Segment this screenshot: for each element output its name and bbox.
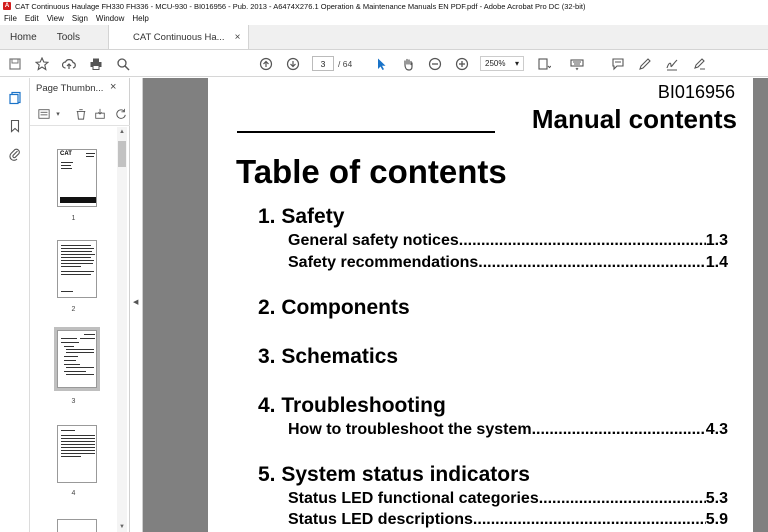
pen-icon[interactable]	[636, 55, 654, 72]
thumbnail-page-number: 2	[71, 306, 76, 313]
page-fit-icon[interactable]	[535, 55, 553, 72]
thumbnail-page-4[interactable]	[57, 425, 97, 483]
page-thumbnails-icon[interactable]	[7, 90, 23, 106]
keyboard-icon[interactable]	[568, 55, 586, 72]
toc-entry[interactable]	[288, 511, 728, 529]
scroll-up-icon[interactable]: ▲	[119, 129, 125, 135]
hand-tool-icon[interactable]	[399, 55, 417, 72]
toc-section[interactable]: 2. Components	[258, 296, 410, 319]
toc-entry-text: Safety recommendations	[288, 254, 479, 271]
page-number-input[interactable]: 3	[312, 56, 334, 71]
search-icon[interactable]	[114, 55, 132, 72]
thumbnail-page-number: 4	[71, 490, 76, 497]
toc-entry[interactable]	[288, 490, 728, 508]
scroll-down-icon[interactable]: ▼	[119, 524, 125, 530]
menu-view[interactable]: View	[46, 14, 64, 23]
toc-leader	[459, 232, 706, 250]
title-bar	[0, 0, 768, 12]
heading-rule	[237, 131, 495, 133]
window-title: CAT Continuous Haulage FH330 FH336 - MCU-930 - BI016956 - Pub. 2013 - A6474X276.1 Operation & Maintenance Manuals EN PDF.pdf - Adobe Acrobat Pro DC (32-bit)	[15, 1, 586, 11]
thumbnail-scrollbar[interactable]	[117, 127, 127, 532]
thumbnail-page-1[interactable]	[57, 149, 97, 207]
toc-section[interactable]: 3. Schematics	[258, 345, 399, 368]
zoom-value: 250%	[485, 59, 506, 68]
page-total: / 64	[338, 59, 353, 69]
menu-bar	[0, 12, 768, 25]
panel-toolbar	[30, 104, 130, 126]
toc-leader	[473, 511, 706, 529]
toc-entry-text: How to troubleshoot the system	[288, 421, 532, 438]
collapse-panel-icon[interactable]: ◀	[133, 299, 139, 306]
document-page	[208, 78, 753, 532]
close-panel-icon[interactable]: ×	[110, 81, 117, 93]
menu-window[interactable]: Window	[95, 14, 125, 23]
tab-home[interactable]: Home	[10, 31, 37, 43]
toc-entry[interactable]	[288, 232, 728, 250]
next-page-icon[interactable]	[284, 55, 302, 72]
thumbnail-page-2[interactable]	[57, 240, 97, 298]
bookmarks-icon[interactable]	[7, 118, 23, 134]
rotate-page-icon[interactable]	[114, 107, 128, 121]
chevron-down-icon: ▾	[514, 59, 519, 68]
toc-entry-text: General safety notices	[288, 232, 459, 249]
chevron-down-icon[interactable]: ▾	[56, 111, 60, 118]
document-viewer[interactable]	[143, 78, 768, 532]
close-tab-icon[interactable]: ×	[234, 31, 241, 43]
panel-splitter[interactable]	[130, 78, 143, 532]
zoom-out-icon[interactable]	[426, 55, 444, 72]
zoom-in-icon[interactable]	[453, 55, 471, 72]
thumbnail-page-number: 1	[71, 215, 76, 222]
thumbnail-list[interactable]	[30, 127, 117, 532]
toc-entry-text: Status LED functional categories	[288, 490, 539, 507]
attachments-icon[interactable]	[7, 146, 23, 162]
toc-entry-text: Status LED descriptions	[288, 511, 473, 528]
toolbar	[0, 50, 768, 77]
sign-icon[interactable]	[663, 55, 681, 72]
toc-entry-page: 4.3	[705, 421, 728, 438]
save-icon[interactable]	[6, 55, 24, 72]
tab-document[interactable]	[108, 25, 249, 49]
toc-entry-page: 5.3	[705, 490, 728, 507]
acrobat-icon: A	[4, 3, 10, 9]
document-code: BI016956	[657, 82, 735, 102]
print-icon[interactable]	[87, 55, 105, 72]
thumbnail-page-5[interactable]	[57, 519, 97, 532]
toc-entry[interactable]	[288, 421, 728, 439]
cat-logo: CAT	[60, 151, 72, 157]
toc-entry-page: 1.4	[705, 254, 728, 271]
thumbnail-panel	[30, 78, 130, 532]
heading-row	[237, 104, 737, 134]
thumbnail-page-3[interactable]	[57, 330, 97, 388]
toc-leader	[539, 490, 706, 508]
panel-title: Page Thumbn...	[36, 83, 104, 94]
scroll-thumb[interactable]	[118, 141, 126, 167]
thumbnail-options-icon[interactable]	[37, 107, 51, 121]
bookmark-star-icon[interactable]	[33, 55, 51, 72]
toc-leader	[478, 254, 705, 272]
manual-contents-heading: Manual contents	[531, 104, 737, 134]
upload-cloud-icon[interactable]	[60, 55, 78, 72]
tab-tools[interactable]: Tools	[56, 31, 81, 43]
left-rail	[0, 78, 30, 532]
comment-icon[interactable]	[609, 55, 627, 72]
fill-sign-icon[interactable]	[690, 55, 708, 72]
previous-page-icon[interactable]	[257, 55, 275, 72]
toc-section[interactable]: 5. System status indicators	[258, 463, 530, 486]
menu-file[interactable]: File	[4, 14, 17, 23]
toc-entry-page: 1.3	[705, 232, 728, 249]
select-cursor-icon[interactable]	[372, 55, 390, 72]
toc-entry-page: 5.9	[705, 511, 728, 528]
toc-leader	[532, 421, 706, 439]
thumbnail-page-number: 3	[71, 398, 76, 405]
delete-page-icon[interactable]	[74, 107, 88, 121]
extract-page-icon[interactable]	[93, 107, 107, 121]
menu-sign[interactable]: Sign	[71, 14, 88, 23]
menu-edit[interactable]: Edit	[24, 14, 39, 23]
zoom-dropdown[interactable]	[480, 56, 524, 71]
toc-entry[interactable]	[288, 254, 728, 272]
tab-bar	[0, 25, 768, 50]
toc-section[interactable]: 1. Safety	[258, 205, 345, 228]
toc-title: Table of contents	[236, 153, 507, 190]
menu-help[interactable]: Help	[132, 14, 149, 23]
tab-document-label: CAT Continuous Ha...	[133, 31, 225, 43]
toc-section[interactable]: 4. Troubleshooting	[258, 394, 446, 417]
